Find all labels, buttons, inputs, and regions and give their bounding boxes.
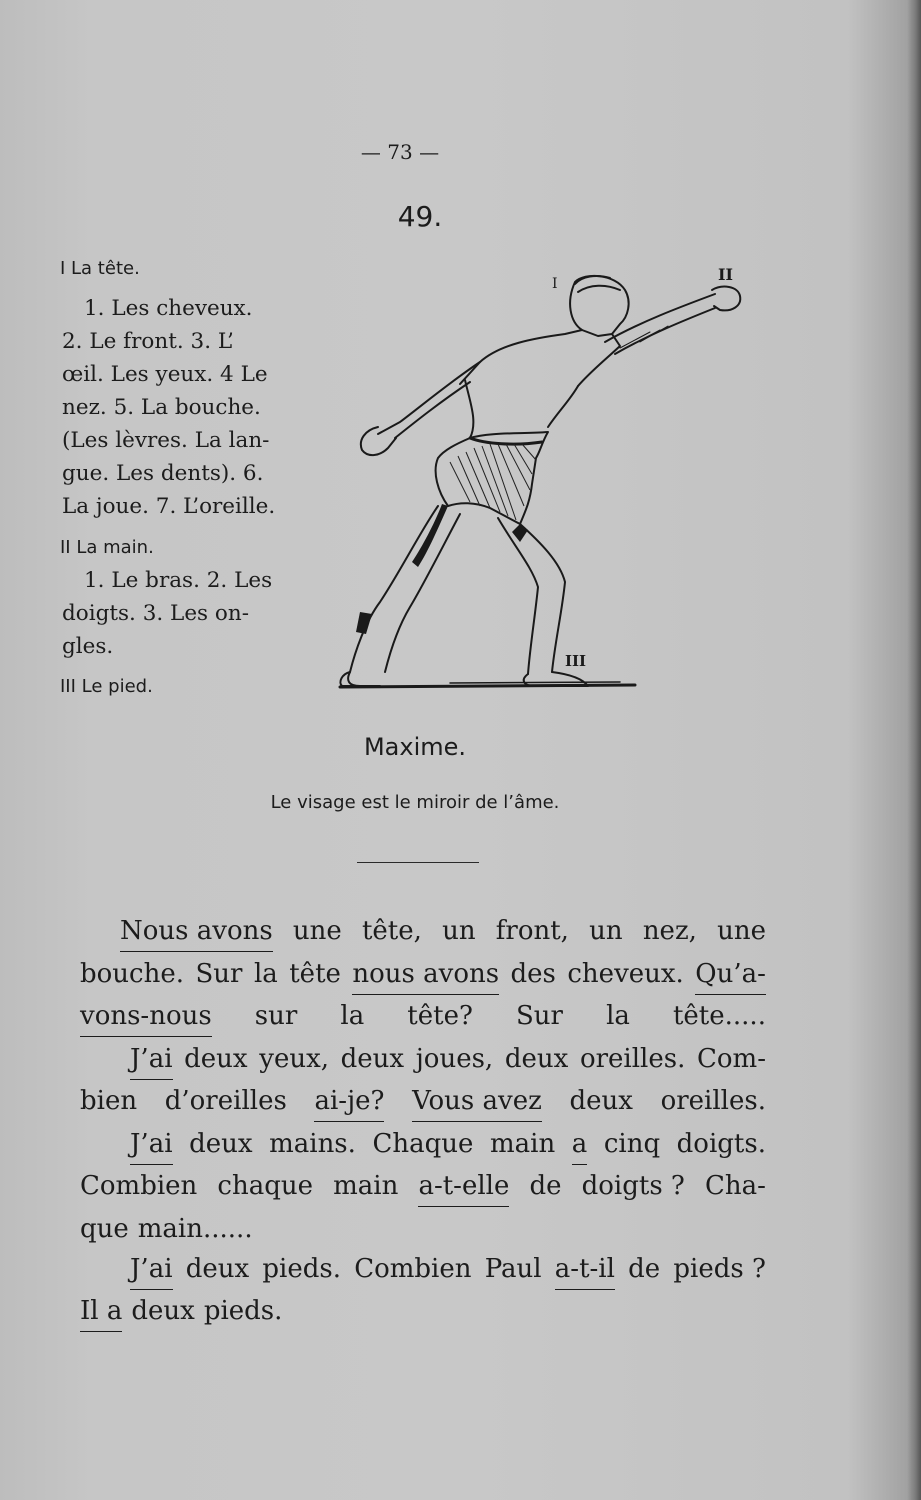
word: tête..... (672, 1001, 766, 1031)
word: main (489, 1129, 556, 1159)
word: cinq (603, 1129, 661, 1159)
figure-label-2: II (718, 265, 733, 284)
word: doigts. (676, 1129, 766, 1159)
word: Combien (80, 1171, 198, 1201)
word: deux (184, 1044, 248, 1074)
underlined-verb: Nous avons (120, 910, 273, 952)
sidebar-line: nez. 5. La bouche. (62, 395, 261, 420)
section-head-la-tete: I La tête. (60, 258, 140, 279)
word: bouche. (80, 959, 184, 989)
word: Cha- (705, 1171, 766, 1201)
section-head-la-main: II La main. (60, 537, 154, 558)
word: oreilles. (579, 1044, 686, 1074)
word: chaque (217, 1171, 313, 1201)
word: sur (254, 1001, 298, 1031)
word: la (340, 1001, 365, 1031)
word: Paul (484, 1254, 542, 1284)
text-line (80, 953, 766, 995)
word: un (442, 916, 476, 946)
sidebar-line: 1. Le bras. 2. Les (84, 568, 273, 593)
underlined-verb: nous avons (352, 953, 499, 995)
sidebar-line: gue. Les dents). 6. (62, 461, 264, 486)
word: mains. (269, 1129, 356, 1159)
word: main...... (137, 1214, 253, 1244)
word: deux (569, 1086, 633, 1116)
word: tête, (361, 916, 422, 946)
underlined-verb: a-t-il (555, 1248, 615, 1290)
word: Combien (354, 1254, 472, 1284)
word: un (589, 916, 623, 946)
underlined-verb: J’ai (130, 1123, 173, 1165)
word: cheveux. (567, 959, 684, 989)
underlined-verb: a (572, 1123, 588, 1165)
word: tête (289, 959, 341, 989)
word: la (253, 959, 278, 989)
text-line (130, 1038, 766, 1080)
word: pieds. (262, 1254, 341, 1284)
underlined-verb: J’ai (130, 1038, 173, 1080)
word: Sur (195, 959, 243, 989)
sidebar-line: 2. Le front. 3. L’ (62, 329, 234, 354)
word: deux (340, 1044, 405, 1074)
word: Com- (697, 1044, 766, 1074)
section-text-la-main (62, 564, 288, 663)
text-line (130, 1248, 766, 1290)
sidebar-line: doigts. 3. Les on- (62, 601, 249, 626)
text-line (80, 1165, 766, 1207)
word: des (510, 959, 556, 989)
word: pieds ? (673, 1254, 766, 1284)
word: front, (495, 916, 569, 946)
section-head-le-pied: III Le pied. (60, 676, 153, 697)
word: tête? (407, 1001, 473, 1031)
underlined-verb: Il a (80, 1290, 122, 1332)
word: joues, (415, 1044, 494, 1074)
word: deux (189, 1129, 253, 1159)
word: bien (80, 1086, 138, 1116)
page-edge-shadow (907, 0, 921, 1500)
text-line (80, 995, 766, 1037)
underlined-verb: a-t-elle (418, 1165, 509, 1207)
text-line (80, 1290, 766, 1332)
figure-label-1: I (552, 276, 558, 292)
text-line (130, 1123, 766, 1165)
text-line (80, 1208, 766, 1250)
page-number: — 73 — (360, 140, 440, 164)
word: Chaque (372, 1129, 474, 1159)
underlined-verb: Vous avez (412, 1080, 542, 1122)
figure-label-3: III (565, 652, 587, 670)
lesson-number: 49. (397, 200, 443, 233)
underlined-verb: Qu’a- (695, 953, 766, 995)
sidebar-line: gles. (62, 634, 114, 659)
word: deux (131, 1296, 195, 1326)
word: deux (185, 1254, 250, 1284)
text-line (120, 910, 766, 952)
text-line (80, 1080, 766, 1122)
word: main (333, 1171, 399, 1201)
underlined-verb: ai-je? (314, 1080, 384, 1122)
sidebar-line: (Les lèvres. La lan- (62, 428, 270, 453)
word: doigts ? (581, 1171, 685, 1201)
word: que (80, 1214, 129, 1244)
word: d’oreilles (164, 1086, 287, 1116)
word: nez, (642, 916, 697, 946)
word: la (606, 1001, 630, 1031)
underlined-verb: vons-nous (80, 995, 212, 1037)
maxime-title: Maxime. (363, 733, 467, 761)
word: de (628, 1254, 661, 1284)
sidebar-line: œil. Les yeux. 4 Le (62, 362, 268, 387)
divider-rule (357, 862, 479, 863)
word: oreilles. (660, 1086, 766, 1116)
section-text-la-tete (62, 292, 288, 523)
word: une (292, 916, 342, 946)
maxime-text: Le visage est le miroir de l’âme. (270, 792, 560, 813)
word: de (529, 1171, 562, 1201)
sidebar-line: La joue. 7. L’oreille. (62, 494, 276, 519)
sidebar-line: 1. Les cheveux. (84, 296, 253, 321)
word: une (717, 916, 766, 946)
word: Sur (515, 1001, 563, 1031)
man-illustration (320, 262, 750, 702)
underlined-verb: J’ai (130, 1248, 173, 1290)
word: yeux, (259, 1044, 329, 1074)
word: deux (504, 1044, 569, 1074)
word: pieds. (203, 1296, 283, 1326)
